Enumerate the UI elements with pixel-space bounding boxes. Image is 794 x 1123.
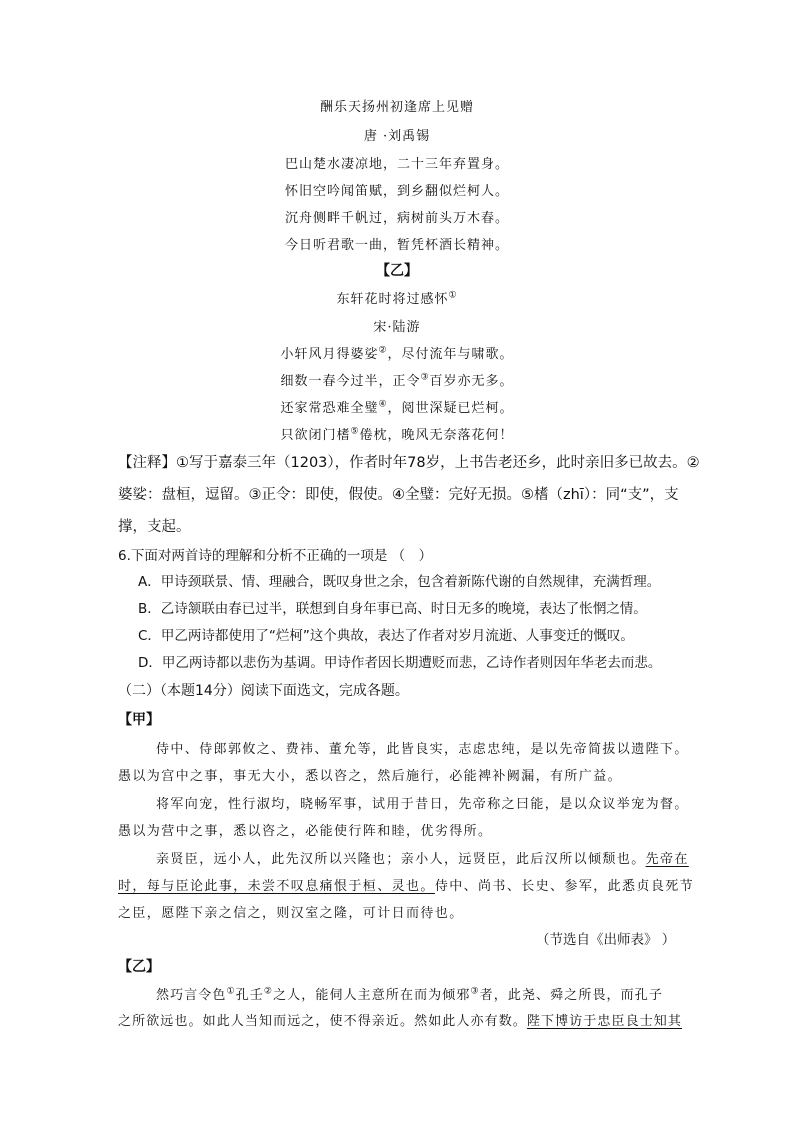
poem2-author: 宋·陆游 <box>373 320 421 335</box>
passage-line: 然巧言令色①孔壬②之人，能伺人主意所在而为倾邪③者，此尧、舜之所畏，而孔子 <box>156 986 663 1003</box>
question-option-b: B．乙诗颔联由春已过半，联想到自身年事已高、时日无多的晚境，表达了怅惘之情。 <box>138 601 647 617</box>
passage-line: 之所欲远也。如此人当知而远之，使不得亲近。然如此人亦有数。陛下博访于忠臣良士知其 <box>118 1014 683 1029</box>
poem1-line: 沉舟侧畔千帆过，病树前头万木春。 <box>284 211 509 226</box>
question-option-d: D．甲乙两诗都以悲伤为基调。甲诗作者因长期遭贬而悲，乙诗作者则因年华老去而悲。 <box>138 655 662 671</box>
section-heading: （二）（本题14分）阅读下面选文，完成各题。 <box>118 683 409 699</box>
poem1-title: 酬乐天扬州初逢席上见赠 <box>319 100 474 115</box>
passage-line: 愚以为宫中之事，事无大小，悉以咨之，然后施行，必能裨补阙漏，有所广益。 <box>118 769 623 784</box>
passage-line: 将军向宠，性行淑均，晓畅军事，试用于昔日，先帝称之曰能，是以众议举宠为督。 <box>156 797 689 812</box>
underlined-text: 时，每与臣论此事，未尝不叹息痛恨于桓、灵也。 <box>118 879 435 894</box>
poem1-line: 巴山楚水凄凉地，二十三年弃置身。 <box>284 157 509 172</box>
poem2-title: 东轩花时将过感怀① <box>336 290 458 307</box>
question-stem: 6.下面对两首诗的理解和分析不正确的一项是 （ ） <box>118 548 433 564</box>
notes-line: 【注释】①写于嘉泰三年（1203），作者时年78岁，上书告老还乡，此时亲旧多已故去。② <box>118 455 700 471</box>
passage-line: 之臣，愿陛下亲之信之，则汉室之隆，可计日而待也。 <box>118 906 464 921</box>
poem2-line: 细数一春今过半，正令③百岁亦无多。 <box>280 372 514 389</box>
question-option-a: A．甲诗颈联景、情、理融合，既叹身世之余，包含着新陈代谢的自然规律，充满哲理。 <box>138 574 661 590</box>
poem2-marker: 【乙】 <box>376 263 418 279</box>
underlined-text: 陛下博访于忠臣良士知其 <box>526 1014 683 1029</box>
poem1-line: 怀旧空吟闻笛赋，到乡翻似烂柯人。 <box>284 184 509 199</box>
jia-marker: 【甲】 <box>118 712 160 728</box>
poem2-line: 小轩风月得婆娑②，尽付流年与啸歌。 <box>280 345 514 362</box>
passage-line: 时，每与臣论此事，未尝不叹息痛恨于桓、灵也。侍中、尚书、长史、参军，此悉贞良死节 <box>118 879 695 894</box>
passage-line: 侍中、侍郎郭攸之、费祎、董允等，此皆良实，志虑忠纯，是以先帝简拔以遗陛下。 <box>156 742 689 757</box>
poem2-line: 只欲闭门榰⑤倦枕，晚风无奈落花何！ <box>280 426 514 443</box>
question-option-c: C．甲乙两诗都使用了“烂柯”这个典故，表达了作者对岁月流逝、人事变迁的慨叹。 <box>138 628 634 644</box>
yi-marker: 【乙】 <box>118 959 160 975</box>
poem1-line: 今日听君歌一曲，暂凭杯酒长精神。 <box>284 238 509 253</box>
source-citation: （节选自《出师表》 ） <box>536 932 676 948</box>
poem1-author: 唐 ·刘禹锡 <box>363 129 431 144</box>
passage-line: 愚以为营中之事，悉以咨之，必能使行阵和睦，优劣得所。 <box>118 824 493 839</box>
notes-line: 婆娑：盘桓，逗留。③正令：即使，假使。④全璧：完好无损。⑤榰（zhī）：同“支”，支 <box>118 487 679 503</box>
notes-line: 撑，支起。 <box>118 519 191 535</box>
poem2-line: 还家常恐难全璧④，阅世深疑已烂柯。 <box>280 399 514 416</box>
passage-line: 亲贤臣，远小人，此先汉所以兴隆也；亲小人，远贤臣，此后汉所以倾颓也。先帝在 <box>156 852 689 867</box>
underlined-text: 先帝在 <box>645 852 689 867</box>
